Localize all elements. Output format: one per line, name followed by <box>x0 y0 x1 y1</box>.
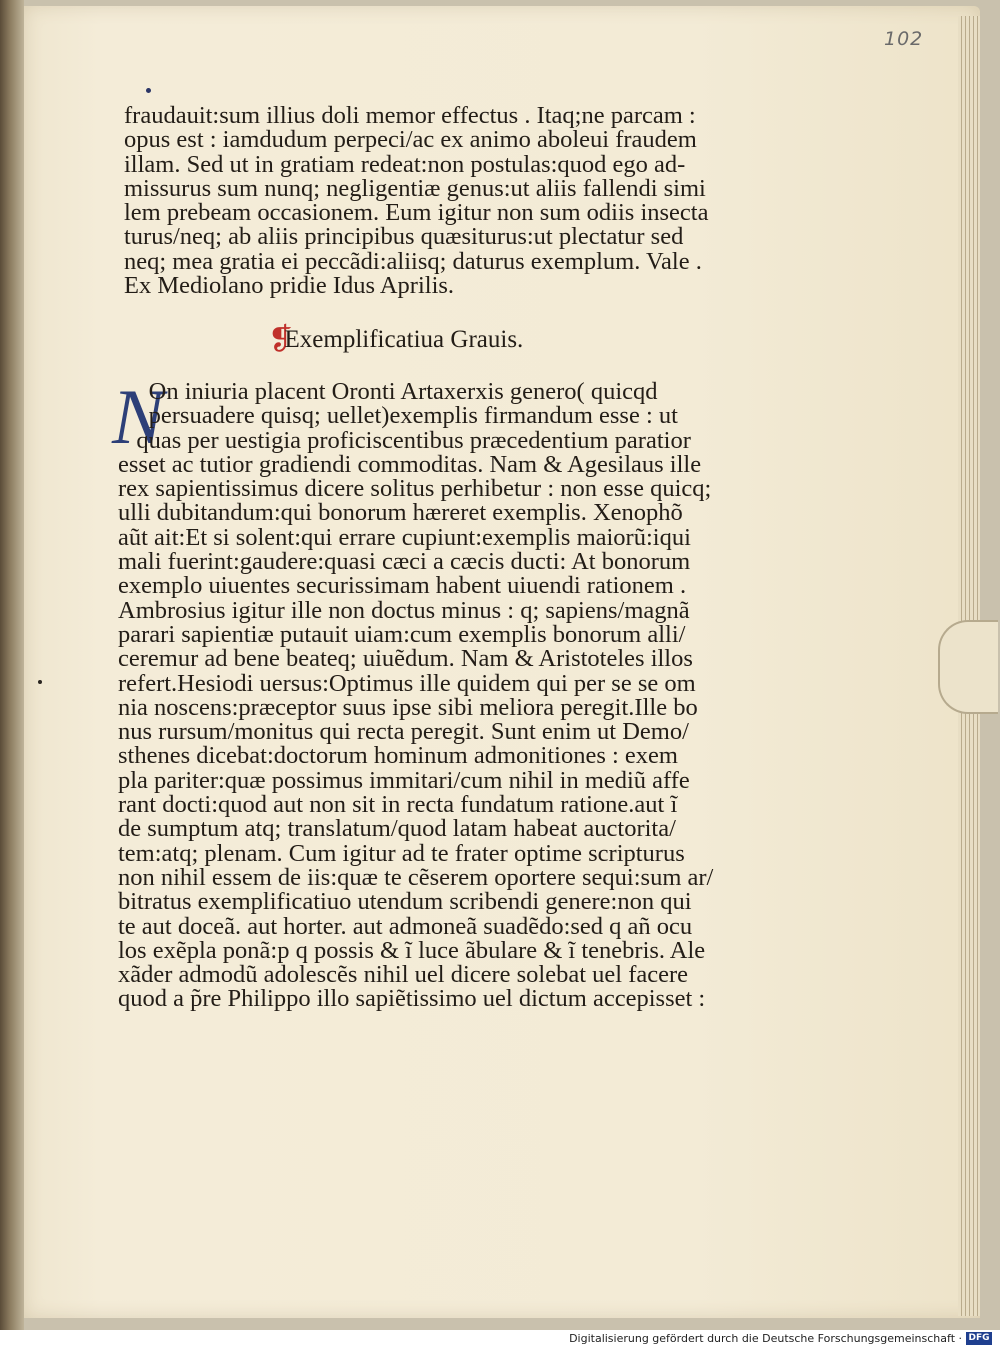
text-line: non nihil essem de iis:quæ te cẽserem oportere sequi:sum ar/ <box>118 863 714 891</box>
text-line: Ex Mediolano pridie Idus Aprilis. <box>124 272 455 300</box>
text-line: rex sapientissimus dicere solitus perhibetur : non esse quicq; <box>118 475 712 503</box>
margin-mark <box>38 680 42 684</box>
text-line: rant docti:quod aut non sit in recta fundatum ratione.aut ĩ <box>118 791 678 819</box>
text-line: quas per uestigia proficiscentibus præcedentium paratior <box>118 426 691 454</box>
text-line: persuadere quisq; uellet)exemplis firmandum esse : ut <box>118 402 678 430</box>
decorated-initial: N <box>112 373 165 460</box>
text-line: turus/neq; ab aliis principibus quæsiturus:ut plectatur sed <box>124 223 684 251</box>
text-line: illam. Sed ut in gratiam redeat:non postulas:quod ego ad- <box>124 150 686 178</box>
text-line: opus est : iamdudum perpeci/ac ex animo aboleui fraudem <box>124 126 697 154</box>
paragraph-2 <box>118 380 778 1012</box>
text-line: exemplo uiuentes securissimam habent uiuendi rationem . <box>118 572 687 600</box>
text-line: los exẽpla ponã:p q possis & ĩ luce ãbulare & ĩ tenebris. Ale <box>118 936 706 964</box>
text-line: xãder admodũ adolescẽs nihil uel dicere solebat uel facere <box>118 961 689 989</box>
text-line: ceremur ad bene beateq; uiuẽdum. Nam & Aristoteles illos <box>118 645 693 673</box>
text-line: ulli dubitandum:qui bonorum hæreret exemplis. Xenophõ <box>118 499 683 527</box>
text-line: te aut doceã. aut horter. aut admoneã suadẽdo:sed q añ ocu <box>118 912 693 940</box>
text-line: missurus sum nunq; negligentiæ genus:ut aliis fallendi simi <box>124 174 706 202</box>
paragraph-1 <box>124 104 784 298</box>
text-line: lem prebeam occasionem. Eum igitur non sum odiis insecta <box>124 199 709 227</box>
text-line: nus rursum/monitus qui recta peregit. Sunt enim ut Demo/ <box>118 718 689 746</box>
text-line: neq; mea gratia ei peccãdi:aliisq; daturus exemplum. Vale . <box>124 247 702 275</box>
section-heading <box>272 326 523 354</box>
text-line: esset ac tutior gradiendi commoditas. Nam & Agesilaus ille <box>118 450 702 478</box>
footer-bar <box>0 1330 1000 1349</box>
text-line: pla pariter:quæ possimus immitari/cum nihil in mediũ affe <box>118 766 690 794</box>
funding-notice: Digitalisierung gefördert durch die Deutsche Forschungsgemeinschaft · <box>569 1332 962 1345</box>
text-line: tem:atq; plenam. Cum igitur ad te frater optime scripturus <box>118 839 685 867</box>
text-line: nia noscens:præceptor suus ipse sibi meliora peregit.Ille bo <box>118 693 698 721</box>
dfg-logo[interactable]: DFG <box>966 1332 992 1345</box>
text-line: refert.Hesiodi uersus:Optimus ille quidem qui per se se om <box>118 669 696 697</box>
text-line: aũt ait:Et si solent:qui errare cupiunt:exemplis maiorũ:iqui <box>118 523 691 551</box>
folio-number: 102 <box>884 28 924 50</box>
text-line: quod a p̃re Philippo illo sapiẽtissimo uel dictum accepisset : <box>118 985 706 1013</box>
text-line: de sumptum atq; translatum/quod latam habeat auctorita/ <box>118 815 676 843</box>
ink-dot <box>146 88 151 93</box>
text-line: sthenes dicebat:doctorum hominum admonitiones : exem <box>118 742 678 770</box>
text-line: bitratus exemplificatiuo utendum scribendi genere:non qui <box>118 888 692 916</box>
text-line: On iniuria placent Oronti Artaxerxis genero( quicqd <box>118 378 658 405</box>
heading-text: Exemplificatiua Grauis. <box>284 326 524 353</box>
text-line: mali fuerint:gaudere:quasi cæci a cæcis ducti: At bonorum <box>118 548 691 576</box>
text-line: Ambrosius igitur ille non doctus minus : q; sapiens/magnã <box>118 596 690 624</box>
text-line: fraudauit:sum illius doli memor effectus . Itaq;ne parcam : <box>124 102 696 129</box>
page-clip-tab <box>938 620 998 714</box>
rubric-pilcrow-icon: ❡ <box>268 323 294 356</box>
left-page-edge <box>0 0 24 1330</box>
text-line: parari sapientiæ putauit uiam:cum exemplis bonorum alli/ <box>118 620 686 648</box>
